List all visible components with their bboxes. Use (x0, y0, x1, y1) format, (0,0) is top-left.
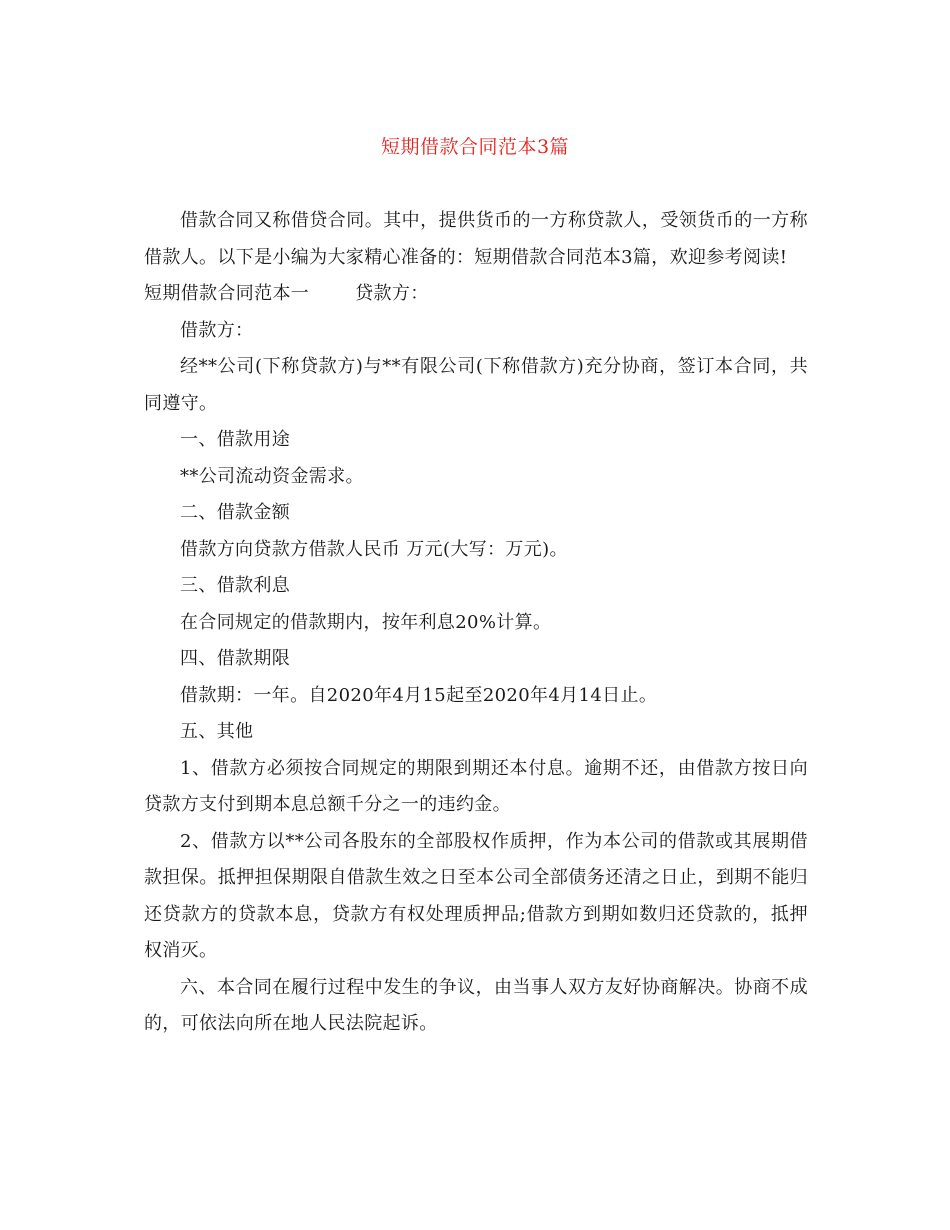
clause1-title: 一、借款用途 (180, 429, 291, 450)
lender-label: 贷款方： (355, 283, 429, 304)
preamble-paragraph: 经**公司(下称贷款方)与**有限公司(下称借款方)充分协商，签订本合同，共同遵守。 (144, 356, 808, 414)
clause1-text: **公司流动资金需求。 (180, 465, 364, 487)
clause3-title: 三、借款利息 (180, 575, 291, 596)
section1-heading: 短期借款合同范本一 (144, 283, 310, 304)
document-body (144, 203, 808, 1043)
document-title: 短期借款合同范本3篇 (380, 136, 570, 158)
clause3-text: 在合同规定的借款期内，按年利息20%计算。 (180, 611, 552, 633)
borrower-label: 借款方： (180, 319, 254, 341)
section-heading-line (144, 276, 808, 313)
clause6-paragraph: 六、本合同在履行过程中发生的争议，由当事人双方友好协商解决。协商不成的，可依法向所在地人民法院起诉。 (144, 976, 808, 1034)
intro-paragraph: 借款合同又称借贷合同。其中，提供货币的一方称贷款人，受领货币的一方称借款人。以下是小编为大家精心准备的：短期借款合同范本3篇，欢迎参考阅读! (144, 210, 808, 268)
clause5-item1: 1、借款方必须按合同规定的期限到期还本付息。逾期不还，由借款方按日向贷款方支付到期本息总额千分之一的违约金。 (144, 757, 808, 815)
clause5-title: 五、其他 (180, 721, 254, 742)
clause5-item2: 2、借款方以**公司各股东的全部股权作质押，作为本公司的借款或其展期借款担保。抵押担保期限自借款生效之日至本公司全部债务还清之日止，到期不能归还贷款方的贷款本息，贷款方有权处理质押品;借款方到期如数归还贷款的，抵押权消灭。 (144, 830, 808, 961)
clause4-title: 四、借款期限 (180, 648, 291, 669)
clause2-title: 二、借款金额 (180, 502, 291, 523)
clause2-text: 借款方向贷款方借款人民币 万元(大写：万元)。 (180, 538, 568, 560)
clause4-text: 借款期：一年。自2020年4月15起至2020年4月14日止。 (180, 684, 658, 706)
